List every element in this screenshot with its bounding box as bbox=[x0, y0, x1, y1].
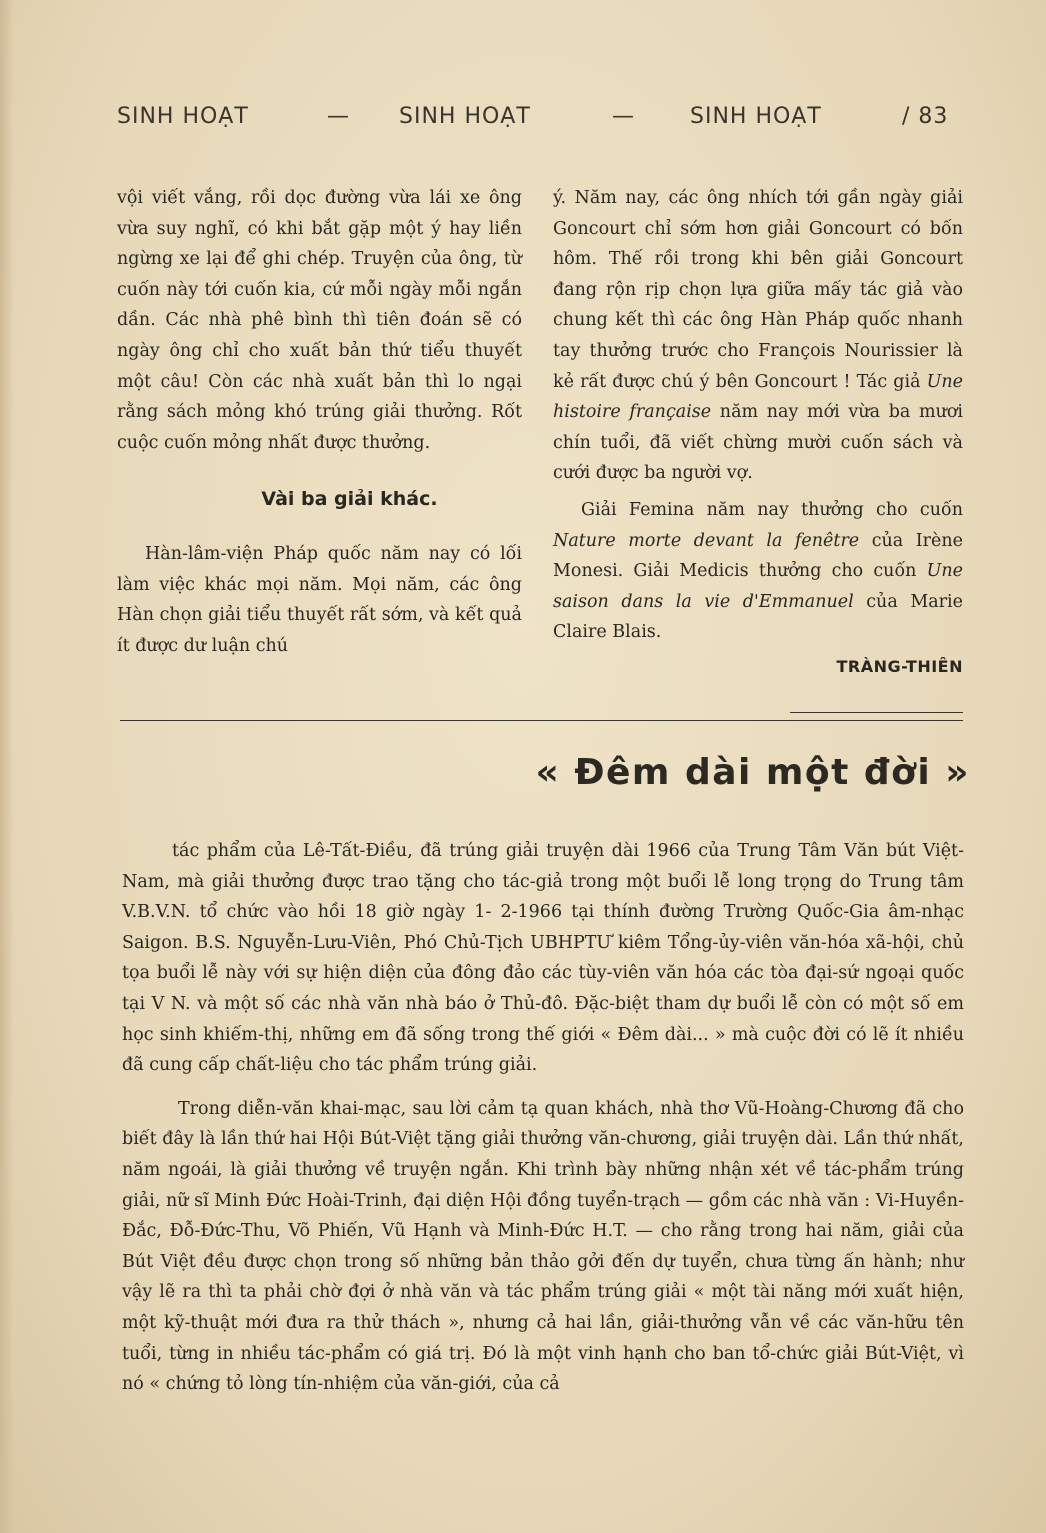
text-run: của Irène Monesi. Giải Medicis thưởng cho cuốn bbox=[553, 530, 963, 582]
page-edge-shadow bbox=[0, 0, 14, 1533]
running-head-dash-1: — bbox=[327, 104, 350, 129]
article-paragraph-1: tác phẩm của Lê-Tất-Điều, đã trúng giải truyện dài 1966 của Trung Tâm Văn bút Việt-Nam, mà giải thưởng được trao tặng cho tác-giả trong một buổi lễ long trọng do Trung tâm V.B.V.N. tổ chức vào hồi 18 giờ ngày 1- 2-1966 tại thính đường Trường Quốc-Gia âm-nhạc Saigon. B.S. Nguyễn-Lưu-Viên, Phó Chủ-Tịch UBHPTƯ kiêm Tổng-ủy-viên văn-hóa xã-hội, chủ tọa buổi lễ này với sự hiện diện của đông đảo các tùy-viên văn hóa các tòa đại-sứ ngoại quốc tại V N. và một số các nhà văn nhà báo ở Thủ-đô. Đặc-biệt tham dự buổi lễ còn có một số em học sinh khiếm-thị, những em đã sống trong thế giới « Đêm dài... » mà cuộc đời có lẽ ít nhiều đã cung cấp chất-liệu cho tác phẩm trúng giải. bbox=[122, 841, 964, 1076]
page-number: / 83 bbox=[902, 104, 949, 129]
section-divider bbox=[120, 720, 963, 721]
left-column-paragraph-2: Hàn-lâm-viện Pháp quốc năm nay có lối làm việc khác mọi năm. Mọi năm, các ông Hàn chọn giải tiểu thuyết rất sớm, và kết quả ít được dư luận chú bbox=[117, 543, 522, 656]
right-column-paragraph-1 bbox=[553, 183, 963, 489]
book-title: Nature morte devant la fenêtre bbox=[553, 530, 860, 551]
book-title: Une saison dans la vie d'Emmanuel bbox=[553, 561, 963, 612]
running-head bbox=[117, 104, 967, 138]
running-head-dash-2: — bbox=[612, 104, 635, 129]
text-run: Giải Femina năm nay thưởng cho cuốn bbox=[581, 499, 963, 520]
article-title: « Đêm dài một đời » bbox=[535, 752, 970, 793]
running-head-left: SINH HOẠT bbox=[117, 104, 249, 129]
right-column bbox=[553, 183, 963, 683]
running-head-right: SINH HOẠT bbox=[690, 104, 822, 129]
right-column-paragraph-2 bbox=[553, 495, 963, 648]
author-signature: TRÀNG-THIÊN bbox=[836, 656, 963, 676]
book-title: Une histoire française bbox=[553, 371, 963, 423]
running-head-middle: SINH HOẠT bbox=[399, 104, 531, 129]
article-body bbox=[122, 836, 964, 1400]
text-run: của Marie Claire Blais. bbox=[553, 591, 963, 643]
section-subheading: Vài ba giải khác. bbox=[261, 488, 438, 511]
article-paragraph-2: Trong diễn-văn khai-mạc, sau lời cảm tạ quan khách, nhà thơ Vũ-Hoàng-Chương đã cho biết đây là lần thứ hai Hội Bút-Việt tặng giải thưởng văn-chương, giải truyện dài. Lần thứ nhất, năm ngoái, là giải thưởng về truyện ngắn. Khi trình bày những nhận xét về tác-phẩm trúng giải, nữ sĩ Minh Đức Hoài-Trinh, đại diện Hội đồng tuyển-trạch — gồm các nhà văn : Vi-Huyền-Đắc, Đỗ-Đức-Thu, Võ Phiến, Vũ Hạnh và Minh-Đức H.T. — cho rằng trong hai năm, giải của Bút Việt đều được chọn trong số những bản thảo gởi đến dự tuyển, chưa từng ấn hành; như vậy lẽ ra thì ta phải chờ đợi ở nhà văn và tác phẩm trúng giải « một tài năng mới xuất hiện, một kỹ-thuật mới đưa ra thử thách », nhưng cả hai lần, giải-thưởng vẫn về các văn-hữu tên tuổi, từng in nhiều tác-phẩm có giá trị. Đó là một vinh hạnh cho ban tổ-chức giải Bút-Việt, vì nó « chứng tỏ lòng tín-nhiệm của văn-giới, của cả bbox=[122, 1098, 964, 1395]
text-run: ý. Năm nay, các ông nhích tới gần ngày giải Goncourt chỉ sớm hơn giải Goncourt có bốn hôm. Thế rồi trong khi bên giải Goncourt đang rộn rịp chọn lựa giữa mấy tác giả vào chung kết thì các ông Hàn Pháp quốc nhanh tay thưởng trước cho François Nourissier là kẻ rất được chú ý bên Goncourt ! Tác giả bbox=[553, 188, 963, 392]
text-run: năm nay mới vừa ba mươi chín tuổi, đã viết chừng mười cuốn sách và cưới được ba người vợ. bbox=[553, 402, 963, 484]
left-column-paragraph-1: vội viết vắng, rồi dọc đường vừa lái xe ông vừa suy nghĩ, có khi bắt gặp một ý hay liền ngừng xe lại để ghi chép. Truyện của ông, từ cuốn này tới cuốn kia, cứ mỗi ngày mỗi ngắn dần. Các nhà phê bình thì tiên đoán sẽ có ngày ông chỉ cho xuất bản thứ tiểu thuyết một câu! Còn các nhà xuất bản thì lo ngại rằng sách mỏng khó trúng giải thưởng. Rốt cuộc cuốn mỏng nhất được thưởng. bbox=[117, 188, 522, 453]
signature-rule bbox=[790, 712, 963, 713]
left-column bbox=[117, 183, 522, 661]
